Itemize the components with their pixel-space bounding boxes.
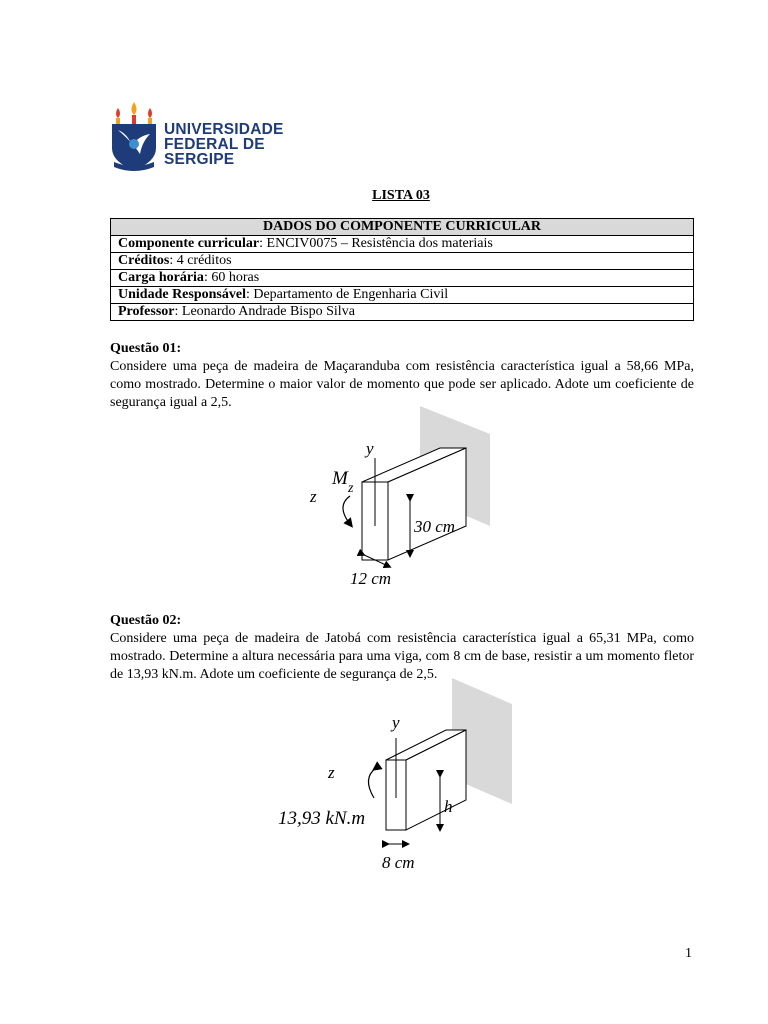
figure-beam-2 <box>276 678 516 878</box>
question-title: Questão 01: <box>110 341 182 356</box>
table-heading: DADOS DO COMPONENTE CURRICULAR <box>111 219 694 236</box>
course-info-table <box>110 218 694 321</box>
table-row: Unidade Responsável: Departamento de Engenharia Civil <box>111 287 694 304</box>
figure-beam-1 <box>300 406 500 596</box>
base-label: 8 cm <box>382 853 415 872</box>
page-title: LISTA 03 <box>372 188 430 203</box>
moment-label: M <box>332 468 348 489</box>
moment-label: 13,93 kN.m <box>278 808 366 829</box>
table-row: Carga horária: 60 horas <box>111 270 694 287</box>
axis-z-label: z <box>310 487 317 506</box>
axis-y-label: y <box>392 713 400 732</box>
height-label: 30 cm <box>414 517 456 536</box>
question-text: Considere uma peça de madeira de Jatobá com resistência característica igual a 65,31 MPa, como mostrado. Determine a altura necessária para uma viga, com 8 cm de base, resistir a um momento fletor de 13,93 kN.m. Adote um coeficiente de segurança de 2,5. <box>110 631 694 682</box>
table-row: Componente curricular: ENCIV0075 – Resistência dos materiais <box>111 236 694 253</box>
height-label: h <box>444 797 453 816</box>
table-row: Professor: Leonardo Andrade Bispo Silva <box>111 304 694 321</box>
question-1 <box>110 340 694 412</box>
table-row: Créditos: 4 créditos <box>111 253 694 270</box>
axis-z-label: z <box>328 763 335 782</box>
university-name: UNIVERSIDADE FEDERAL DE SERGIPE <box>164 121 284 168</box>
question-2 <box>110 612 694 684</box>
page-number: 1 <box>685 946 692 961</box>
axis-y-label: y <box>366 439 374 458</box>
university-logo <box>106 100 286 176</box>
question-title: Questão 02: <box>110 613 182 628</box>
question-text: Considere uma peça de madeira de Maçaranduba com resistência característica igual a 58,66 MPa, como mostrado. Determine o maior valor de momento que pode ser aplicado. Adote um coeficiente de segurança igual a 2,5. <box>110 359 694 410</box>
moment-subscript: z <box>348 481 354 496</box>
base-label: 12 cm <box>350 569 392 588</box>
university-seal-icon <box>106 100 162 176</box>
